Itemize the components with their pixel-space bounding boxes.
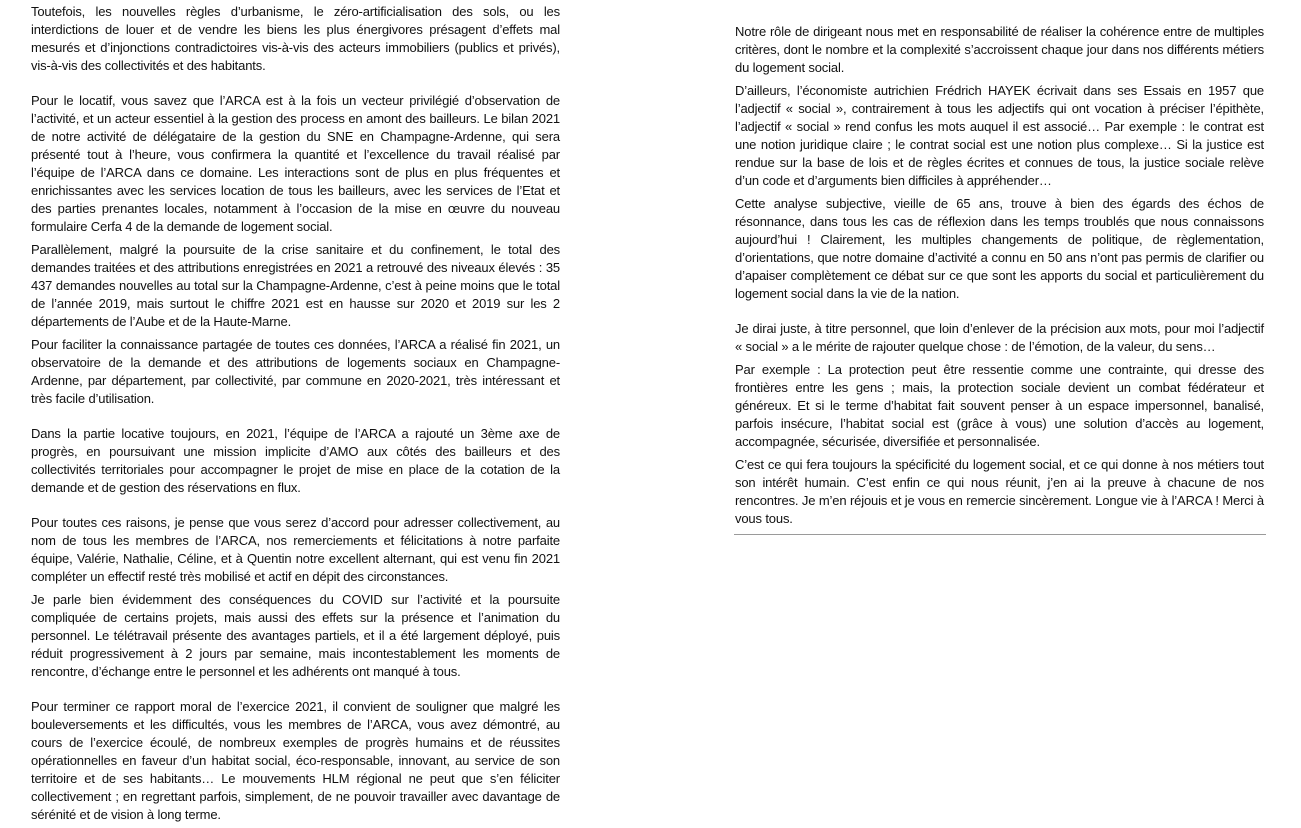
paragraph-protection: Par exemple : La protection peut être ressentie comme une contrainte, qui dresse des frontières entre les gens ; mais, la protection sociale devient un combat fédérateur et généreux. Et si le terme d’habitat fait souvent penser à un espace impersonnel, banalisé, parfois insécure, l’habitat social est (grâce à vous) une solution d’accès au logement, accompagnée, sécurisée, diversifiée et personnalisée. xyxy=(735,362,1264,449)
paragraph-conclusion: Pour terminer ce rapport moral de l’exercice 2021, il convient de souligner que malgré les bouleversements et les difficultés, vous les membres de l’ARCA, vous avez démontré, au cours de l’exercice écoulé, de nombreux exemples de progrès humains et de réussites opérationnelles en faveur d’un habitat social, éco-responsable, innovant, au service de son territoire et de ses habitants… Le mouvements HLM régional ne peut que s’en féliciter collectivement ; en regrettant parfois, simplement, de ne pouvoir travailler avec davantage de sérénité et de vision à long terme. xyxy=(31,699,560,822)
paragraph-observatoire: Pour faciliter la connaissance partagée de toutes ces données, l’ARCA a réalisé fin 2021, un observatoire de la demande et des attributions de logements sociaux en Champagne-Ardenne, par département, par collectivité, par commune en 2020-2021, très intéressant et très facile d’utilisation. xyxy=(31,337,560,406)
paragraph-remerciements: Pour toutes ces raisons, je pense que vous serez d’accord pour adresser collectivement, au nom de tous les membres de l’ARCA, nos remerciements et félicitations à notre parfaite équipe, Valérie, Nathalie, Céline, et à Quentin notre excellent alternant, qui est venu fin 2021 compléter un effectif resté très mobilisé et actif en dépit des circonstances. xyxy=(31,515,560,584)
paragraph-specificite: C’est ce qui fera toujours la spécificité du logement social, et ce qui donne à nos métiers tout son intérêt humain. C’est enfin ce qui nous réunit, j’en ai la preuve à chacune de nos rencontres. Je m’en réjouis et je vous en remercie sincèrement. Longue vie à l’ARCA ! Merci à vous tous. xyxy=(735,457,1264,526)
right-column xyxy=(735,23,1264,528)
left-column xyxy=(31,3,560,824)
paragraph-hayek: D’ailleurs, l’économiste autrichien Frédrich HAYEK écrivait dans ses Essais en 1957 que l’adjectif « social », contrairement à tous les adjectifs qui ont vocation à préciser l’épithète, l’adjectif « social » rend confus les mots auquel il est associé… Par exemple : le contrat est une notion juridique claire ; le contrat social est une notion plus complexe… Si la justice est rendue sur la base de lois et de règles écrites et connues de tous, la justice sociale relève d’un code et d’arguments bien difficiles à appréhender… xyxy=(735,83,1264,188)
paragraph-covid: Je parle bien évidemment des conséquences du COVID sur l’activité et la poursuite compliquée de certains projets, mais aussi des effets sur la présence et l’animation du personnel. Le télétravail présente des avantages partiels, et il a été largement déployé, puis réduit progressivement à 2 jours par semaine, mais incontestablement les moments de rencontre, d’échange entre le personnel et les adhérents ont manqué à tous. xyxy=(31,592,560,679)
paragraph-locatif: Pour le locatif, vous savez que l’ARCA est à la fois un vecteur privilégié d’observation de l’activité, et un acteur essentiel à la gestion des process en amont des bailleurs. Le bilan 2021 de notre activité de délégataire de la gestion du SNE en Champagne-Ardenne, qui sera présenté tout à l’heure, vous confirmera la quantité et l’excellence du travail réalisé par l’équipe de l’ARCA dans ce domaine. Les interactions sont de plus en plus fréquentes et enrichissantes avec les services location de tous les bailleurs, avec les services de l’Etat et des parties prenantes locales, notamment à l’occasion de la mise en œuvre du nouveau formulaire Cerfa 4 de la demande de logement social. xyxy=(31,93,560,234)
end-divider xyxy=(734,534,1266,535)
paragraph-cotation: Dans la partie locative toujours, en 2021, l’équipe de l’ARCA a rajouté un 3ème axe de progrès, en poursuivant une mission implicite d’AMO aux côtés des bailleurs et des collectivités territoriales pour accompagner le projet de mise en place de la cotation de la demande et de gestion des réservations en flux. xyxy=(31,426,560,495)
paragraph-demandes: Parallèlement, malgré la poursuite de la crise sanitaire et du confinement, le total des demandes traitées et des attributions enregistrées en 2021 a retrouvé des niveaux élevés : 35 437 demandes nouvelles au total sur la Champagne-Ardenne, c’est à peine moins que le total de l’année 2019, mais surtout le chiffre 2021 est en hausse sur 2020 et 2019 sur les 2 départements de l’Aube et de la Haute-Marne. xyxy=(31,242,560,329)
paragraph-analyse: Cette analyse subjective, vieille de 65 ans, trouve à bien des égards des échos de résonnance, dans tous les cas de réflexion dans les temps troublés que nous connaissons aujourd’hui ! Clairement, les multiples changements de politique, de règlementation, d’orientations, que notre domaine d’activité a connu en 50 ans n’ont pas permis de clarifier ou d’apaiser complètement ce débat sur ce que sont les apports du social et particulièrement du logement social dans la vie de la nation. xyxy=(735,196,1264,301)
paragraph-urbanisme: Toutefois, les nouvelles règles d’urbanisme, le zéro-artificialisation des sols, ou les interdictions de louer et de vendre les biens les plus énergivores présagent d’effets mal mesurés et d’injonctions contradictoires vis-à-vis des acteurs immobiliers (publics et privés), vis-à-vis des collectivités et des habitants. xyxy=(31,4,560,73)
paragraph-role-dirigeant: Notre rôle de dirigeant nous met en responsabilité de réaliser la cohérence entre de multiples critères, dont le nombre et la complexité s’accroissent chaque jour dans nos différents métiers du logement social. xyxy=(735,24,1264,75)
paragraph-adjectif-social: Je dirai juste, à titre personnel, que loin d’enlever de la précision aux mots, pour moi l’adjectif « social » a le mérite de rajouter quelque chose : de l’émotion, de la valeur, du sens… xyxy=(735,321,1264,354)
